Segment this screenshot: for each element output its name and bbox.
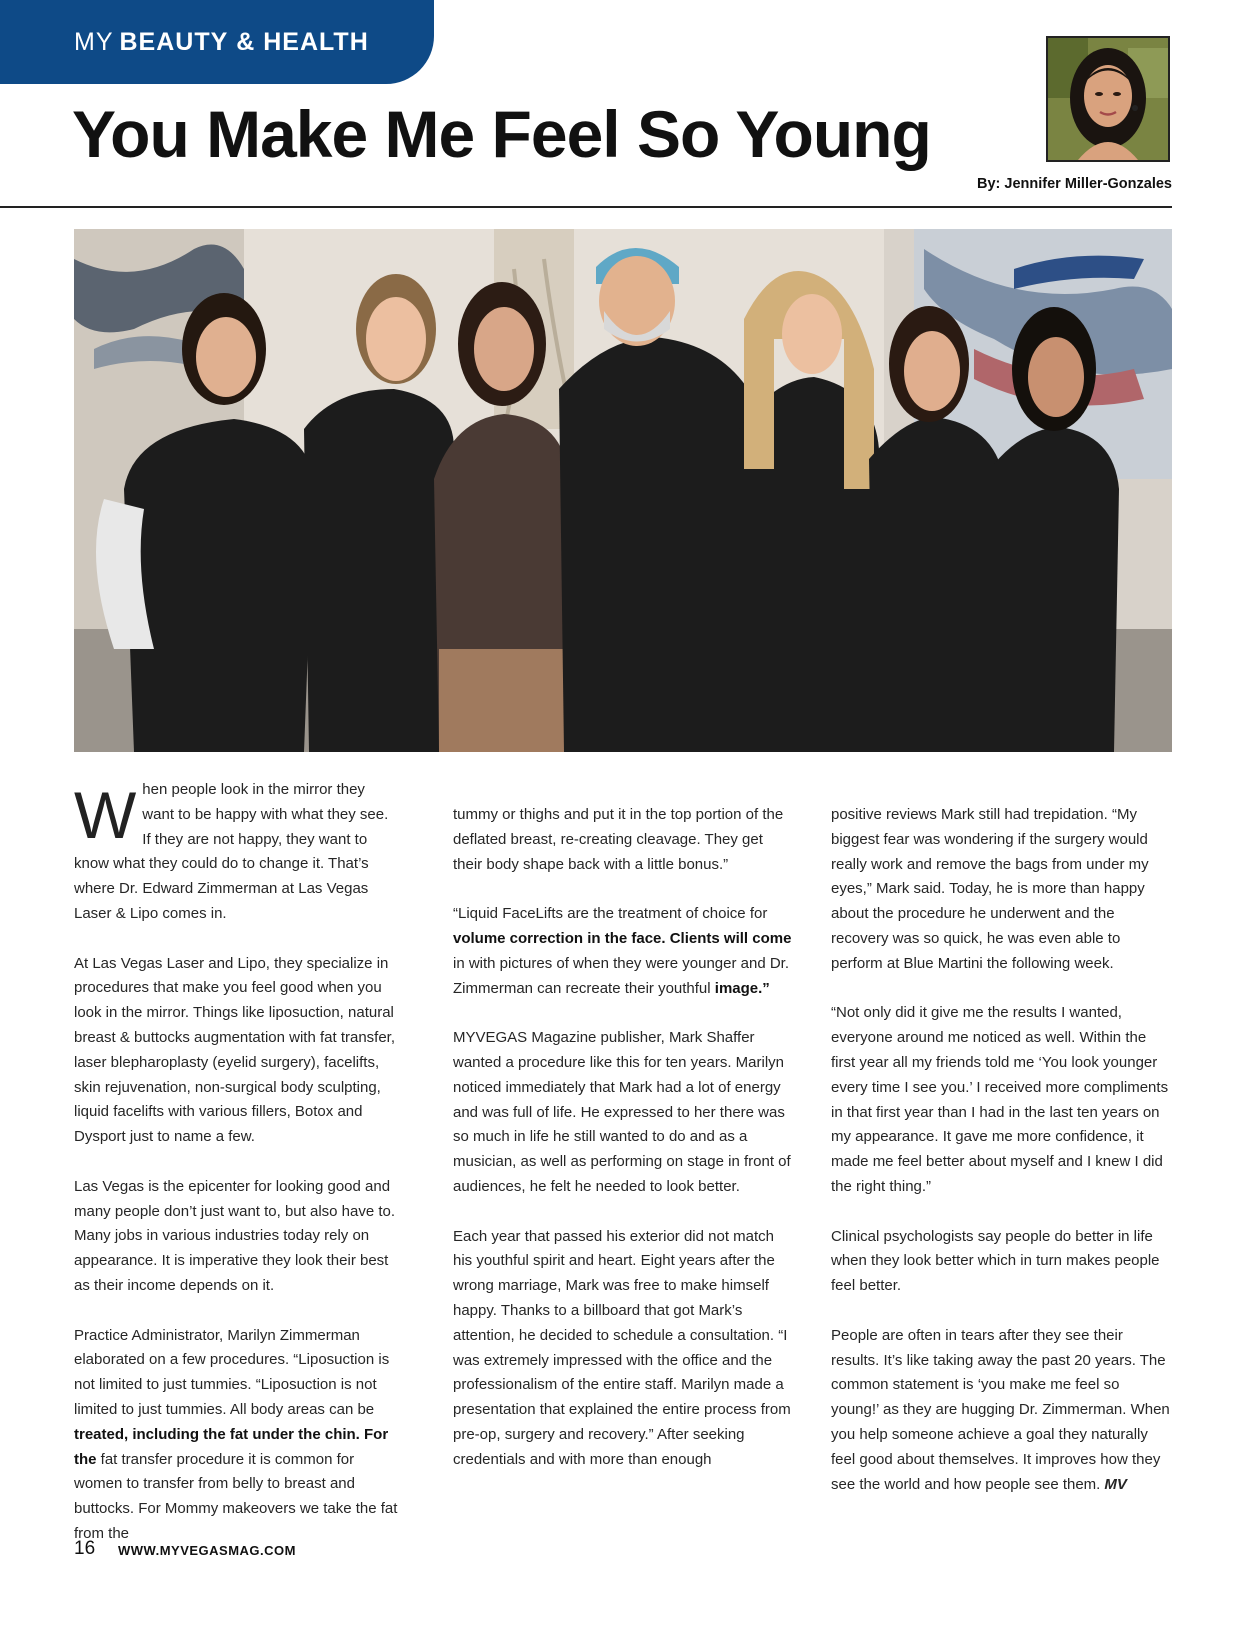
paragraph: positive reviews Mark still had trepidation. “My biggest fear was wondering if the surgery would really work and remove the bags from under my eyes,” Mark said. Today, he is more than happy about the procedure he underwent and the recovery was so quick, he was even able to perform at Blue Martini the following week. [831, 806, 1149, 972]
paragraph [453, 902, 793, 1001]
paragraph-intro [74, 778, 399, 927]
paragraph: Clinical psychologists say people do better in life when they look better which in turn makes people feel better. [831, 1227, 1160, 1295]
drop-cap: W [74, 778, 137, 852]
section-name: BEAUTY & HEALTH [119, 28, 369, 56]
paragraph: Each year that passed his exterior did not match his youthful spirit and heart. Eight years after the wrong marriage, Mark was free to make himself happy. Thanks to a billboard that got Mark’s attention, he decided to schedule a consultation. “I was extremely impressed with the office and the professionalism of the entire staff. Marilyn made a presentation that explained the entire process from pre-op, surgery and recovery.” After seeking credentials and with more than enough [453, 1227, 791, 1468]
paragraph: “Not only did it give me the results I wanted, everyone around me noticed as well. Within the first year all my friends told me ‘You look younger every time I see you.’ I received more compliments in that first year than I had in the last ten years on my appearance. It gave me more confidence, it made me feel better about myself and I knew I did the right thing.” [831, 1004, 1169, 1195]
text-run: in with pictures of when they were younger and Dr. Zimmerman can recreate their youthful [453, 954, 790, 997]
article-title: You Make Me Feel So Young [72, 97, 931, 171]
text-run: “Liquid FaceLifts are the treatment of choice for [453, 905, 768, 923]
paragraph: Las Vegas is the epicenter for looking good and many people don’t just want to, but also have to. Many jobs in various industries today rely on appearance. It is imperative they look their best as their income depends on it. [74, 1177, 396, 1294]
title-divider [0, 206, 1172, 208]
text-run: People are often in tears after they see their results. It’s like taking away the past 20 years. The common statement is ‘you make me feel so young!’ as they are hugging Dr. Zimmerman. When you help someone achieve a goal they naturally feel good about themselves. It improves how they see the world and how people see them. [831, 1326, 1170, 1493]
paragraph [74, 1324, 399, 1547]
group-photo-image [74, 229, 1172, 752]
paragraph: MYVEGAS Magazine publisher, Mark Shaffer wanted a procedure like this for ten years. Marilyn noticed immediately that Mark had a lot of energy and was full of life. He expressed to her there was so much in life he still wanted to do and as a musician, as well as performing on stage in front of audiences, he felt he needed to look better. [453, 1029, 791, 1195]
bold-run: image.” [714, 979, 770, 997]
bold-run: volume correction in the face. Clients will come [453, 929, 792, 947]
byline: By: Jennifer Miller-Gonzales [977, 176, 1172, 192]
intro-text: hen people look in the mirror they want to be happy with what they see. If they are not happy, they want to know what they could do to change it. That’s where Dr. Edward Zimmerman at Las Vegas Laser & Lipo comes in. [74, 781, 389, 922]
paragraph: At Las Vegas Laser and Lipo, they specialize in procedures that make you feel good when you look in the mirror. Things like liposuction, natural breast & buttocks augmentation with fat transfer, laser blepharoplasty (eyelid surgery), facelifts, skin rejuvenation, non-surgical body sculpting, liquid facelifts with various fillers, Botox and Dysport just to name a few. [74, 954, 396, 1146]
section-tab [0, 0, 434, 84]
author-photo [1046, 36, 1170, 162]
article-column-3 [831, 803, 1171, 1497]
section-label [74, 28, 369, 57]
end-mark: MV [1104, 1475, 1127, 1493]
paragraph [831, 1324, 1171, 1498]
paragraph: tummy or thighs and put it in the top portion of the deflated breast, re-creating cleavage. They get their body shape back with a little bonus.” [453, 806, 784, 873]
staff-group-photo [74, 229, 1172, 752]
footer-url: WWW.MYVEGASMAG.COM [118, 1543, 296, 1558]
text-run: Practice Administrator, Marilyn Zimmerman elaborated on a few procedures. “Liposuction is not limited to just tummies. “Liposuction is not limited to just tummies. All body areas can be [74, 1326, 390, 1418]
article-column-2 [453, 803, 793, 1473]
author-portrait-image [1048, 38, 1168, 160]
article-column-1 [74, 778, 399, 1547]
text-run: fat transfer procedure it is common for women to transfer from belly to breast and buttocks. For Mommy makeovers we take the fat from the [74, 1450, 398, 1542]
section-my: MY [74, 28, 114, 56]
bold-run: treated, including the fat under the chin. For the [74, 1425, 389, 1468]
person-5 [739, 271, 879, 752]
page-number: 16 [74, 1538, 96, 1559]
